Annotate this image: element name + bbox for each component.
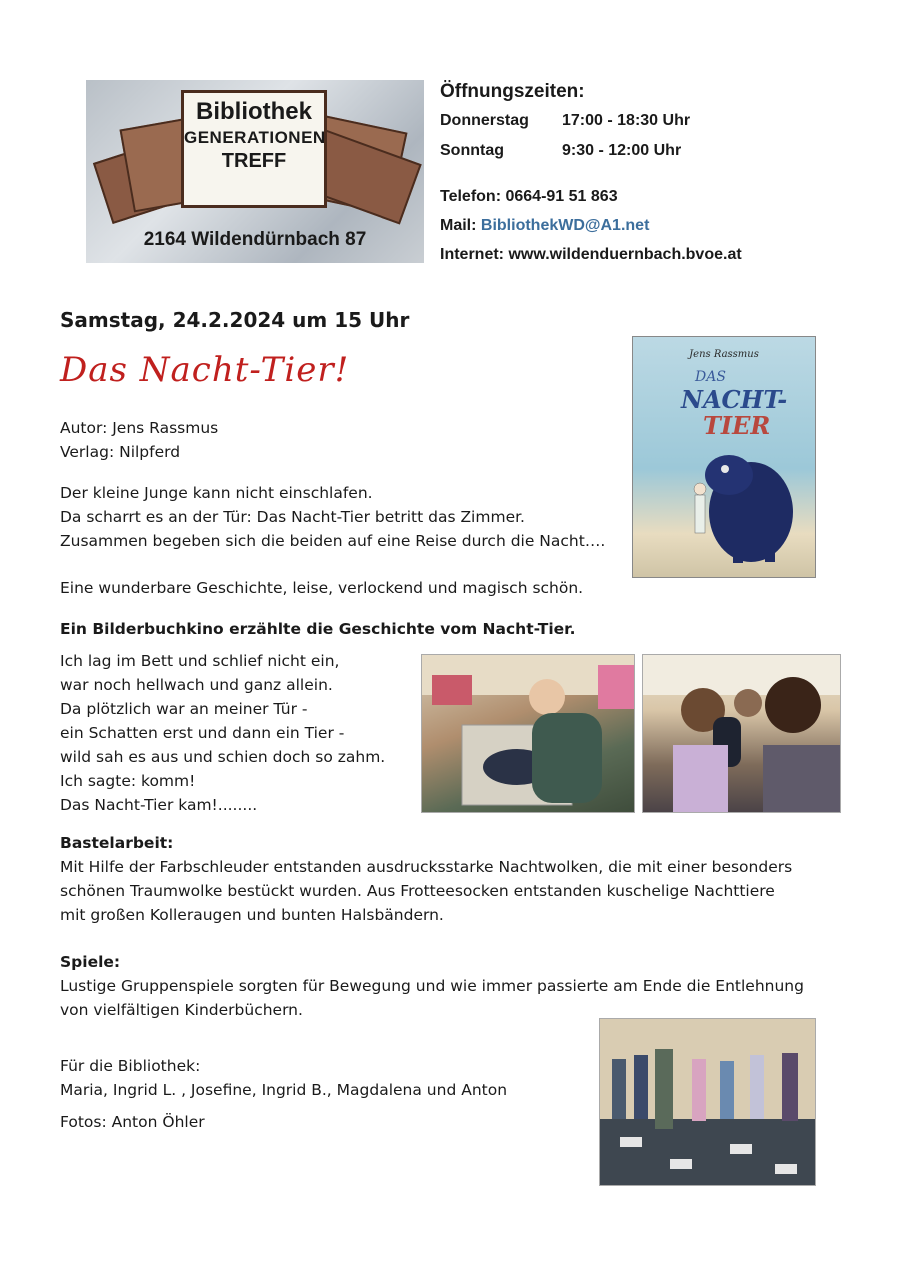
photo-group-games	[599, 1018, 816, 1186]
photo-girls-sock-animal	[642, 654, 841, 813]
poem-line: war noch hellwach und ganz allein.	[60, 676, 333, 694]
book-author: Autor: Jens Rassmus	[60, 419, 219, 437]
craft-line: mit großen Kolleraugen und bunten Halsbändern.	[60, 906, 444, 924]
internet-link[interactable]: www.wildenduernbach.bvoe.at	[508, 246, 742, 263]
hours-time: 9:30 - 12:00 Uhr	[562, 142, 682, 159]
photo-games-scene	[600, 1019, 815, 1185]
logo-line-3: TREFF	[221, 150, 287, 172]
hours-row-thursday	[440, 112, 690, 130]
craft-line: schönen Traumwolke bestückt wurden. Aus Frotteesocken entstanden kuschelige Nachttiere	[60, 882, 775, 900]
logo-line-1: Bibliothek	[195, 98, 312, 125]
hours-time: 17:00 - 18:30 Uhr	[562, 112, 691, 129]
mail-label: Mail:	[440, 217, 477, 234]
event-title: Das Nacht-Tier!	[60, 350, 350, 390]
internet-label: Internet:	[440, 246, 504, 263]
for-library-label: Für die Bibliothek:	[60, 1057, 201, 1075]
book-meta	[60, 416, 218, 464]
description-line: Zusammen begeben sich die beiden auf eine Reise durch die Nacht….	[60, 532, 606, 550]
craft-section	[60, 831, 792, 927]
cover-title-das: DAS	[695, 369, 726, 385]
logo-line-2: GENERATIONEN	[184, 128, 326, 147]
games-section	[60, 950, 804, 1022]
mail-link[interactable]: BibliothekWD@A1.net	[480, 217, 650, 234]
cover-author: Jens Rassmus	[689, 349, 759, 360]
book-publisher: Verlag: Nilpferd	[60, 443, 181, 461]
phone-number: 0664-91 51 863	[505, 188, 618, 205]
opening-hours-title: Öffnungszeiten:	[440, 81, 585, 102]
story-poem	[60, 649, 385, 817]
photo-boy-craft	[421, 654, 635, 813]
cover-title-nacht: NACHT-	[681, 385, 788, 414]
event-praise: Eine wunderbare Geschichte, leise, verlockend und magisch schön.	[60, 579, 584, 597]
hours-day: Donnerstag	[440, 112, 529, 129]
cover-illustration	[633, 337, 815, 577]
poem-line: Das Nacht-Tier kam!........	[60, 796, 258, 814]
craft-heading: Bastelarbeit:	[60, 834, 174, 852]
mail-line	[440, 217, 649, 235]
games-heading: Spiele:	[60, 953, 121, 971]
cover-title-tier: TIER	[703, 411, 771, 440]
photo-boy-scene	[422, 655, 634, 812]
team-names: Maria, Ingrid L. , Josefine, Ingrid B., Magdalena und Anton	[60, 1081, 508, 1099]
description-line: Da scharrt es an der Tür: Das Nacht-Tier betritt das Zimmer.	[60, 508, 525, 526]
games-line: Lustige Gruppenspiele sorgten für Bewegung und wie immer passierte am Ende die Entlehnung	[60, 977, 804, 995]
poem-line: Da plötzlich war an meiner Tür -	[60, 700, 308, 718]
hours-row-sunday	[440, 142, 681, 160]
event-date: Samstag, 24.2.2024 um 15 Uhr	[60, 308, 410, 332]
poem-line: Ich sagte: komm!	[60, 772, 196, 790]
book-cover-image	[632, 336, 816, 578]
description-line: Der kleine Junge kann nicht einschlafen.	[60, 484, 373, 502]
phone-line	[440, 188, 618, 206]
logo-sign	[181, 90, 327, 208]
poem-line: ein Schatten erst und dann ein Tier -	[60, 724, 345, 742]
hours-day: Sonntag	[440, 142, 504, 159]
phone-label: Telefon:	[440, 188, 502, 205]
craft-line: Mit Hilfe der Farbschleuder entstanden ausdrucksstarke Nachtwolken, die mit einer besonders	[60, 858, 793, 876]
event-description	[60, 481, 605, 553]
games-line: von vielfältigen Kinderbüchern.	[60, 1001, 303, 1019]
photo-girls-scene	[643, 655, 840, 812]
poem-line: Ich lag im Bett und schlief nicht ein,	[60, 652, 340, 670]
footer-credits	[60, 1054, 507, 1102]
logo-address: 2164 Wildendürnbach 87	[143, 229, 367, 250]
library-logo	[86, 80, 424, 263]
story-heading: Ein Bilderbuchkino erzählte die Geschichte vom Nacht-Tier.	[60, 620, 576, 638]
internet-line	[440, 246, 742, 264]
photo-credit: Fotos: Anton Öhler	[60, 1113, 205, 1131]
poem-line: wild sah es aus und schien doch so zahm.	[60, 748, 386, 766]
